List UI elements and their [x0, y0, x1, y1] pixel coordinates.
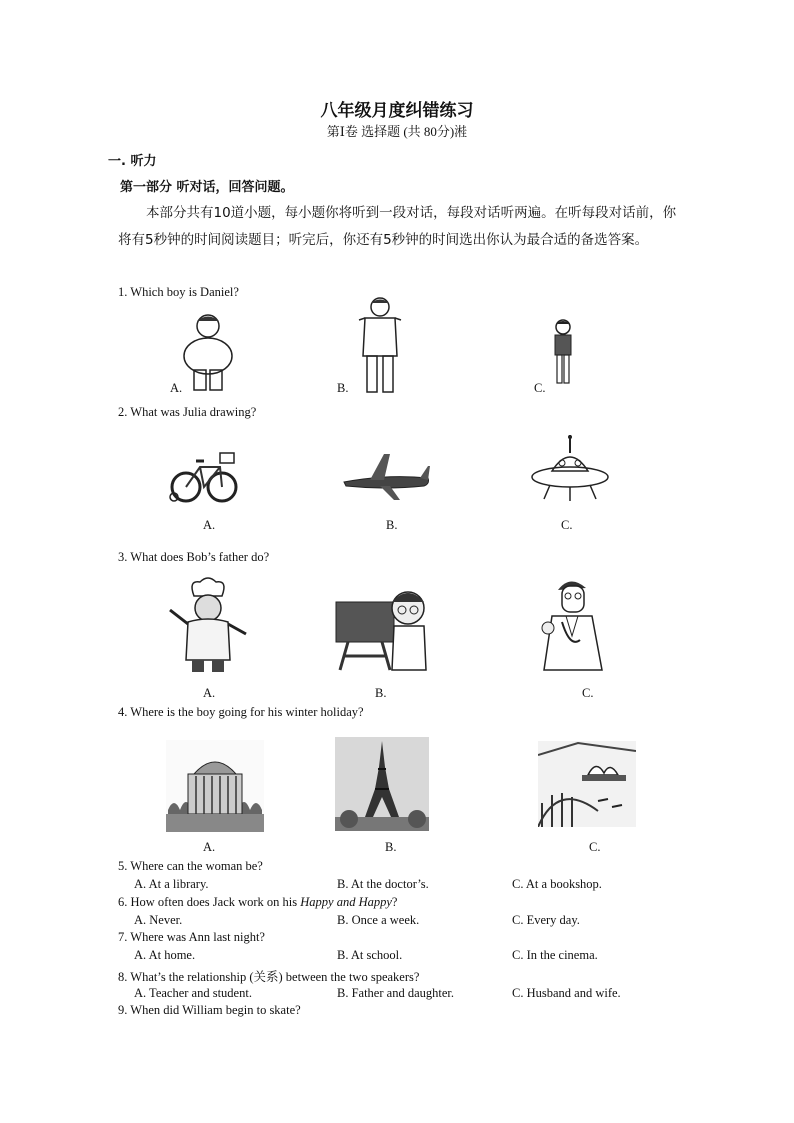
q8-option-c: C. Husband and wife.	[512, 986, 621, 1000]
question-6-title: Happy and Happy	[300, 895, 392, 909]
question-6-text: 6. How often does Jack work on his	[118, 895, 301, 909]
question-6-end: ?	[391, 895, 398, 909]
q4-label-c: C.	[589, 840, 601, 854]
q8-option-a: A. Teacher and student.	[134, 986, 252, 1000]
q4-label-b: B.	[385, 840, 397, 854]
q3-label-c: C.	[582, 686, 594, 700]
section-heading-listening: 一. 听力	[108, 154, 157, 169]
eiffel-tower-icon	[335, 737, 429, 831]
tall-boy-icon	[355, 296, 405, 396]
q7-option-a: A. At home.	[134, 948, 196, 962]
teacher-icon	[334, 586, 430, 672]
q1-label-a: A.	[170, 381, 183, 395]
part-heading: 第一部分 听对话，回答问题。	[120, 180, 294, 195]
q6-option-c: C. Every day.	[512, 913, 580, 927]
doctor-icon	[540, 576, 604, 672]
q4-label-a: A.	[203, 840, 216, 854]
thin-boy-icon	[548, 318, 578, 388]
question-1: 1. Which boy is Daniel?	[118, 285, 239, 299]
question-7: 7. Where was Ann last night?	[118, 930, 265, 944]
question-6	[118, 895, 397, 910]
question-8: 8. What’s the relationship (关系) between the two speakers?	[118, 970, 420, 984]
bicycle-icon	[168, 445, 240, 507]
q6-option-b: B. Once a week.	[337, 913, 420, 927]
q3-label-b: B.	[375, 686, 387, 700]
sydney-opera-house-icon	[538, 741, 636, 827]
question-3: 3. What does Bob’s father do?	[118, 550, 270, 564]
q7-option-b: B. At school.	[337, 948, 403, 962]
chef-icon	[166, 576, 250, 676]
airplane-icon	[340, 452, 432, 502]
q8-option-b: B. Father and daughter.	[337, 986, 454, 1000]
page-title: 八年级月度纠错练习	[320, 101, 474, 121]
q5-option-a: A. At a library.	[134, 877, 209, 891]
q7-option-c: C. In the cinema.	[512, 948, 598, 962]
q3-label-a: A.	[203, 686, 216, 700]
question-2: 2. What was Julia drawing?	[118, 405, 257, 419]
question-9: 9. When did William begin to skate?	[118, 1003, 301, 1017]
q2-label-c: C.	[561, 518, 573, 532]
ufo-icon	[528, 433, 612, 507]
instructions-paragraph: 本部分共有10道小题，每小题你将听到一段对话，每段对话听两遍。在听每段对话前，你将有5秒钟的时间阅读题目；听完后，你还有5秒钟的时间选出你认为最合适的备选答案。	[118, 205, 677, 248]
q5-option-c: C. At a bookshop.	[512, 877, 602, 891]
q2-label-a: A.	[203, 518, 216, 532]
q6-option-a: A. Never.	[134, 913, 183, 927]
question-4: 4. Where is the boy going for his winter holiday?	[118, 705, 364, 719]
q1-label-b: B.	[337, 381, 349, 395]
q5-option-b: B. At the doctor’s.	[337, 877, 429, 891]
question-5: 5. Where can the woman be?	[118, 859, 263, 873]
page-subtitle: 第Ⅰ卷 选择题 (共 80分)溎	[326, 124, 468, 139]
fat-boy-icon	[180, 312, 236, 392]
white-house-icon	[166, 740, 264, 832]
q1-label-c: C.	[534, 381, 546, 395]
q2-label-b: B.	[386, 518, 398, 532]
